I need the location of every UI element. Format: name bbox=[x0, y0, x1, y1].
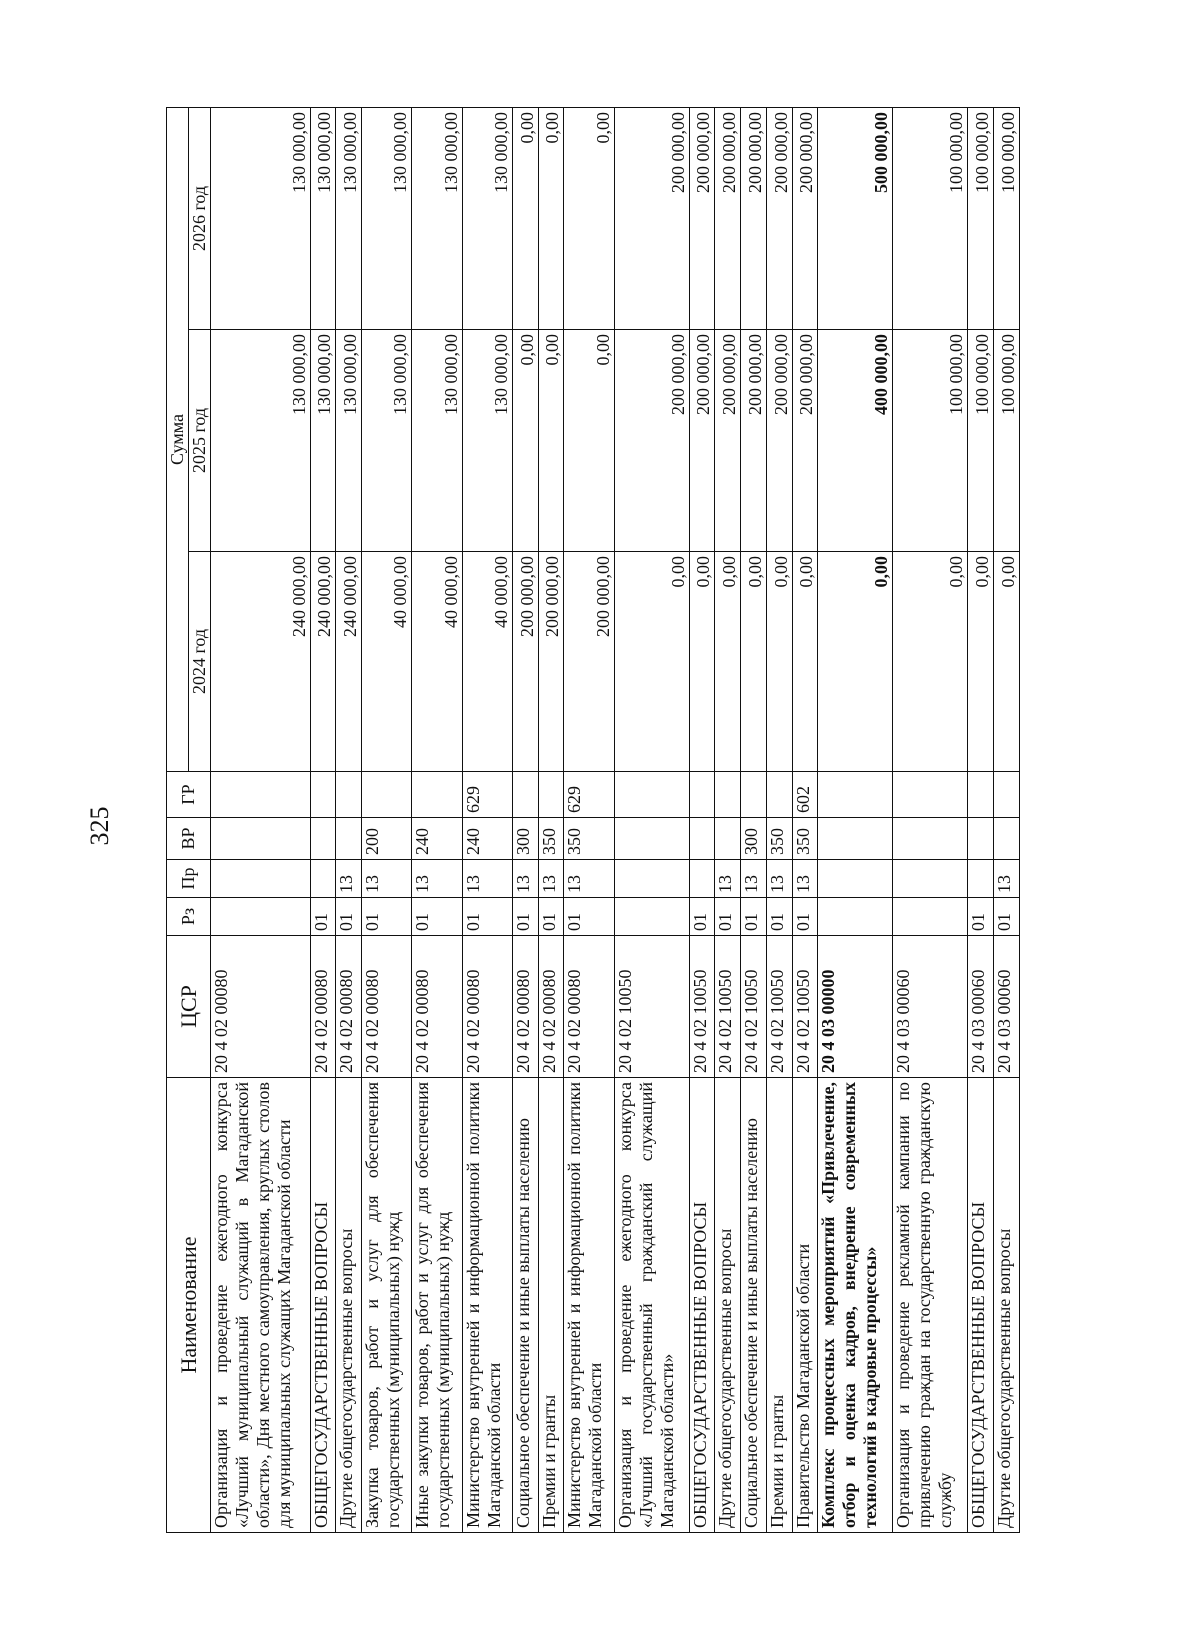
budget-table bbox=[166, 107, 1020, 1533]
cell-gr bbox=[614, 772, 689, 818]
cell-amount-2026: 200 000,00 bbox=[614, 107, 689, 329]
cell-amount-2024: 240 000,00 bbox=[310, 552, 336, 772]
cell-csr: 20 4 03 00060 bbox=[968, 936, 994, 1078]
cell-gr bbox=[968, 772, 994, 818]
cell-amount-2025: 130 000,00 bbox=[310, 330, 336, 552]
cell-name: Организация и проведение рекламной кампании по привлечению граждан на государственную гражданскую службу bbox=[893, 1078, 968, 1533]
cell-amount-2025: 0,00 bbox=[512, 330, 538, 552]
cell-gr: 602 bbox=[792, 772, 818, 818]
cell-gr bbox=[766, 772, 792, 818]
cell-name: Министерство внутренней и информационной политики Магаданской области bbox=[462, 1078, 512, 1533]
cell-pr: 13 bbox=[564, 860, 614, 898]
cell-amount-2026: 100 000,00 bbox=[994, 107, 1020, 329]
cell-amount-2024: 0,00 bbox=[715, 552, 741, 772]
cell-amount-2024: 200 000,00 bbox=[512, 552, 538, 772]
cell-amount-2025: 100 000,00 bbox=[994, 330, 1020, 552]
table-row bbox=[689, 107, 715, 1532]
cell-amount-2026: 200 000,00 bbox=[689, 107, 715, 329]
cell-amount-2024: 240 000,00 bbox=[211, 552, 311, 772]
table-row bbox=[741, 107, 767, 1532]
cell-rz: 01 bbox=[538, 898, 564, 936]
table-row bbox=[564, 107, 614, 1532]
table-row bbox=[538, 107, 564, 1532]
cell-amount-2026: 130 000,00 bbox=[412, 107, 462, 329]
cell-amount-2026: 200 000,00 bbox=[741, 107, 767, 329]
cell-vr bbox=[211, 818, 311, 860]
cell-amount-2025: 200 000,00 bbox=[715, 330, 741, 552]
cell-vr: 350 bbox=[766, 818, 792, 860]
cell-csr: 20 4 02 00080 bbox=[362, 936, 412, 1078]
cell-amount-2026: 200 000,00 bbox=[766, 107, 792, 329]
cell-pr: 13 bbox=[715, 860, 741, 898]
cell-name: ОБЩЕГОСУДАРСТВЕННЫЕ ВОПРОСЫ bbox=[689, 1078, 715, 1533]
cell-amount-2026: 130 000,00 bbox=[362, 107, 412, 329]
cell-vr: 350 bbox=[564, 818, 614, 860]
cell-name: Закупка товаров, работ и услуг для обеспечения государственных (муниципальных) нужд bbox=[362, 1078, 412, 1533]
cell-rz: 01 bbox=[741, 898, 767, 936]
table-row bbox=[766, 107, 792, 1532]
cell-gr bbox=[362, 772, 412, 818]
cell-gr bbox=[689, 772, 715, 818]
cell-name: Социальное обеспечение и иные выплаты населению bbox=[512, 1078, 538, 1533]
table-row bbox=[211, 107, 311, 1532]
cell-pr: 13 bbox=[462, 860, 512, 898]
cell-amount-2024: 0,00 bbox=[818, 552, 893, 772]
cell-amount-2024: 0,00 bbox=[741, 552, 767, 772]
cell-name: Другие общегосударственные вопросы bbox=[994, 1078, 1020, 1533]
cell-pr: 13 bbox=[741, 860, 767, 898]
table-row bbox=[310, 107, 336, 1532]
header-pr: Пр bbox=[167, 860, 211, 898]
cell-name: ОБЩЕГОСУДАРСТВЕННЫЕ ВОПРОСЫ bbox=[310, 1078, 336, 1533]
cell-vr bbox=[968, 818, 994, 860]
cell-vr bbox=[614, 818, 689, 860]
cell-amount-2025: 200 000,00 bbox=[766, 330, 792, 552]
cell-name: Социальное обеспечение и иные выплаты населению bbox=[741, 1078, 767, 1533]
cell-rz: 01 bbox=[412, 898, 462, 936]
cell-amount-2025: 130 000,00 bbox=[211, 330, 311, 552]
cell-gr bbox=[310, 772, 336, 818]
cell-gr: 629 bbox=[462, 772, 512, 818]
cell-amount-2026: 130 000,00 bbox=[211, 107, 311, 329]
header-year-2024: 2024 год bbox=[189, 552, 211, 772]
cell-amount-2024: 40 000,00 bbox=[362, 552, 412, 772]
cell-rz: 01 bbox=[362, 898, 412, 936]
header-rz: Рз bbox=[167, 898, 211, 936]
header-vr: ВР bbox=[167, 818, 211, 860]
cell-rz: 01 bbox=[564, 898, 614, 936]
cell-name: Комплекс процессных мероприятий «Привлечение, отбор и оценка кадров, внедрение современных технологий в кадровые процессы» bbox=[818, 1078, 893, 1533]
cell-amount-2024: 0,00 bbox=[968, 552, 994, 772]
cell-vr bbox=[310, 818, 336, 860]
header-gr: ГР bbox=[167, 772, 211, 818]
cell-name: Организация и проведение ежегодного конкурса «Лучший муниципальный служащий в Магаданской области», Дня местного самоуправления, круглых столов для муниципальных служащих Магаданской области bbox=[211, 1078, 311, 1533]
cell-rz bbox=[893, 898, 968, 936]
cell-name: Организация и проведение ежегодного конкурса «Лучший государственный гражданский служащий Магаданской области» bbox=[614, 1078, 689, 1533]
cell-amount-2024: 240 000,00 bbox=[336, 552, 362, 772]
cell-amount-2024: 200 000,00 bbox=[538, 552, 564, 772]
cell-pr: 13 bbox=[792, 860, 818, 898]
cell-vr: 350 bbox=[792, 818, 818, 860]
cell-amount-2024: 0,00 bbox=[994, 552, 1020, 772]
cell-pr: 13 bbox=[362, 860, 412, 898]
cell-name: Премии и гранты bbox=[766, 1078, 792, 1533]
cell-amount-2024: 0,00 bbox=[792, 552, 818, 772]
cell-amount-2025: 130 000,00 bbox=[462, 330, 512, 552]
cell-rz: 01 bbox=[689, 898, 715, 936]
cell-gr bbox=[412, 772, 462, 818]
cell-name: Другие общегосударственные вопросы bbox=[336, 1078, 362, 1533]
cell-csr: 20 4 02 10050 bbox=[792, 936, 818, 1078]
table-body bbox=[211, 107, 1020, 1532]
cell-name: Правительство Магаданской области bbox=[792, 1078, 818, 1533]
cell-amount-2026: 100 000,00 bbox=[893, 107, 968, 329]
table-row bbox=[968, 107, 994, 1532]
cell-pr bbox=[818, 860, 893, 898]
cell-rz: 01 bbox=[462, 898, 512, 936]
cell-vr bbox=[715, 818, 741, 860]
table-row bbox=[512, 107, 538, 1532]
cell-gr: 629 bbox=[564, 772, 614, 818]
cell-pr bbox=[211, 860, 311, 898]
cell-amount-2025: 0,00 bbox=[538, 330, 564, 552]
cell-amount-2025: 130 000,00 bbox=[412, 330, 462, 552]
cell-amount-2025: 130 000,00 bbox=[336, 330, 362, 552]
cell-rz: 01 bbox=[792, 898, 818, 936]
cell-vr: 200 bbox=[362, 818, 412, 860]
cell-rz: 01 bbox=[766, 898, 792, 936]
cell-pr: 13 bbox=[994, 860, 1020, 898]
cell-amount-2025: 0,00 bbox=[564, 330, 614, 552]
cell-csr: 20 4 02 00080 bbox=[462, 936, 512, 1078]
cell-rz: 01 bbox=[994, 898, 1020, 936]
cell-name: Иные закупки товаров, работ и услуг для обеспечения государственных (муниципальных) нужд bbox=[412, 1078, 462, 1533]
cell-rz: 01 bbox=[310, 898, 336, 936]
cell-amount-2026: 200 000,00 bbox=[715, 107, 741, 329]
cell-rz bbox=[818, 898, 893, 936]
cell-amount-2026: 500 000,00 bbox=[818, 107, 893, 329]
cell-rz: 01 bbox=[336, 898, 362, 936]
table-row bbox=[893, 107, 968, 1532]
cell-rz: 01 bbox=[968, 898, 994, 936]
header-csr: ЦСР bbox=[167, 936, 211, 1078]
cell-amount-2026: 0,00 bbox=[512, 107, 538, 329]
cell-amount-2024: 40 000,00 bbox=[412, 552, 462, 772]
cell-gr bbox=[336, 772, 362, 818]
cell-csr: 20 4 02 00080 bbox=[336, 936, 362, 1078]
budget-table-rotated bbox=[166, 108, 1020, 1533]
table-row bbox=[412, 107, 462, 1532]
cell-amount-2024: 200 000,00 bbox=[564, 552, 614, 772]
cell-amount-2025: 200 000,00 bbox=[792, 330, 818, 552]
cell-gr bbox=[512, 772, 538, 818]
table-row bbox=[362, 107, 412, 1532]
table-row bbox=[336, 107, 362, 1532]
cell-vr bbox=[689, 818, 715, 860]
cell-csr: 20 4 02 00080 bbox=[564, 936, 614, 1078]
table-row bbox=[792, 107, 818, 1532]
cell-csr: 20 4 02 00080 bbox=[512, 936, 538, 1078]
cell-csr: 20 4 03 00060 bbox=[994, 936, 1020, 1078]
cell-rz: 01 bbox=[512, 898, 538, 936]
cell-rz: 01 bbox=[715, 898, 741, 936]
cell-vr bbox=[818, 818, 893, 860]
header-name: Наименование bbox=[167, 1078, 211, 1533]
cell-amount-2026: 0,00 bbox=[538, 107, 564, 329]
header-year-2025: 2025 год bbox=[189, 330, 211, 552]
table-row bbox=[462, 107, 512, 1532]
cell-csr: 20 4 02 00080 bbox=[538, 936, 564, 1078]
cell-pr: 13 bbox=[538, 860, 564, 898]
cell-csr: 20 4 03 00000 bbox=[818, 936, 893, 1078]
cell-pr: 13 bbox=[512, 860, 538, 898]
cell-pr: 13 bbox=[412, 860, 462, 898]
cell-csr: 20 4 02 00080 bbox=[412, 936, 462, 1078]
cell-pr bbox=[893, 860, 968, 898]
cell-gr bbox=[538, 772, 564, 818]
cell-gr bbox=[211, 772, 311, 818]
cell-csr: 20 4 02 00080 bbox=[211, 936, 311, 1078]
cell-amount-2026: 0,00 bbox=[564, 107, 614, 329]
cell-gr bbox=[741, 772, 767, 818]
cell-vr bbox=[336, 818, 362, 860]
cell-amount-2026: 100 000,00 bbox=[968, 107, 994, 329]
cell-amount-2024: 0,00 bbox=[893, 552, 968, 772]
cell-amount-2026: 130 000,00 bbox=[310, 107, 336, 329]
cell-csr: 20 4 02 10050 bbox=[689, 936, 715, 1078]
cell-amount-2024: 40 000,00 bbox=[462, 552, 512, 772]
cell-gr bbox=[818, 772, 893, 818]
header-year-2026: 2026 год bbox=[189, 107, 211, 329]
cell-pr bbox=[689, 860, 715, 898]
cell-pr bbox=[310, 860, 336, 898]
cell-amount-2025: 200 000,00 bbox=[689, 330, 715, 552]
cell-pr bbox=[968, 860, 994, 898]
cell-csr: 20 4 03 00060 bbox=[893, 936, 968, 1078]
cell-name: Другие общегосударственные вопросы bbox=[715, 1078, 741, 1533]
cell-amount-2025: 130 000,00 bbox=[362, 330, 412, 552]
cell-amount-2026: 200 000,00 bbox=[792, 107, 818, 329]
table-row bbox=[715, 107, 741, 1532]
cell-amount-2026: 130 000,00 bbox=[336, 107, 362, 329]
cell-amount-2024: 0,00 bbox=[614, 552, 689, 772]
table-row bbox=[994, 107, 1020, 1532]
cell-pr bbox=[614, 860, 689, 898]
cell-amount-2025: 100 000,00 bbox=[968, 330, 994, 552]
cell-amount-2025: 200 000,00 bbox=[741, 330, 767, 552]
cell-gr bbox=[893, 772, 968, 818]
page-number: 325 bbox=[85, 806, 114, 846]
cell-amount-2026: 130 000,00 bbox=[462, 107, 512, 329]
cell-rz bbox=[211, 898, 311, 936]
cell-vr: 300 bbox=[741, 818, 767, 860]
cell-vr: 240 bbox=[412, 818, 462, 860]
cell-pr: 13 bbox=[766, 860, 792, 898]
cell-name: Министерство внутренней и информационной политики Магаданской области bbox=[564, 1078, 614, 1533]
cell-name: Премии и гранты bbox=[538, 1078, 564, 1533]
cell-vr: 240 bbox=[462, 818, 512, 860]
cell-vr: 300 bbox=[512, 818, 538, 860]
cell-csr: 20 4 02 00080 bbox=[310, 936, 336, 1078]
cell-pr: 13 bbox=[336, 860, 362, 898]
cell-gr bbox=[715, 772, 741, 818]
cell-amount-2025: 100 000,00 bbox=[893, 330, 968, 552]
cell-vr: 350 bbox=[538, 818, 564, 860]
cell-amount-2024: 0,00 bbox=[766, 552, 792, 772]
cell-amount-2025: 200 000,00 bbox=[614, 330, 689, 552]
cell-gr bbox=[994, 772, 1020, 818]
cell-csr: 20 4 02 10050 bbox=[614, 936, 689, 1078]
cell-amount-2024: 0,00 bbox=[689, 552, 715, 772]
cell-vr bbox=[893, 818, 968, 860]
table-row bbox=[614, 107, 689, 1532]
table-row bbox=[818, 107, 893, 1532]
cell-rz bbox=[614, 898, 689, 936]
cell-name: ОБЩЕГОСУДАРСТВЕННЫЕ ВОПРОСЫ bbox=[968, 1078, 994, 1533]
header-sum: Сумма bbox=[167, 107, 189, 771]
cell-vr bbox=[994, 818, 1020, 860]
cell-csr: 20 4 02 10050 bbox=[766, 936, 792, 1078]
cell-csr: 20 4 02 10050 bbox=[715, 936, 741, 1078]
cell-csr: 20 4 02 10050 bbox=[741, 936, 767, 1078]
cell-amount-2025: 400 000,00 bbox=[818, 330, 893, 552]
